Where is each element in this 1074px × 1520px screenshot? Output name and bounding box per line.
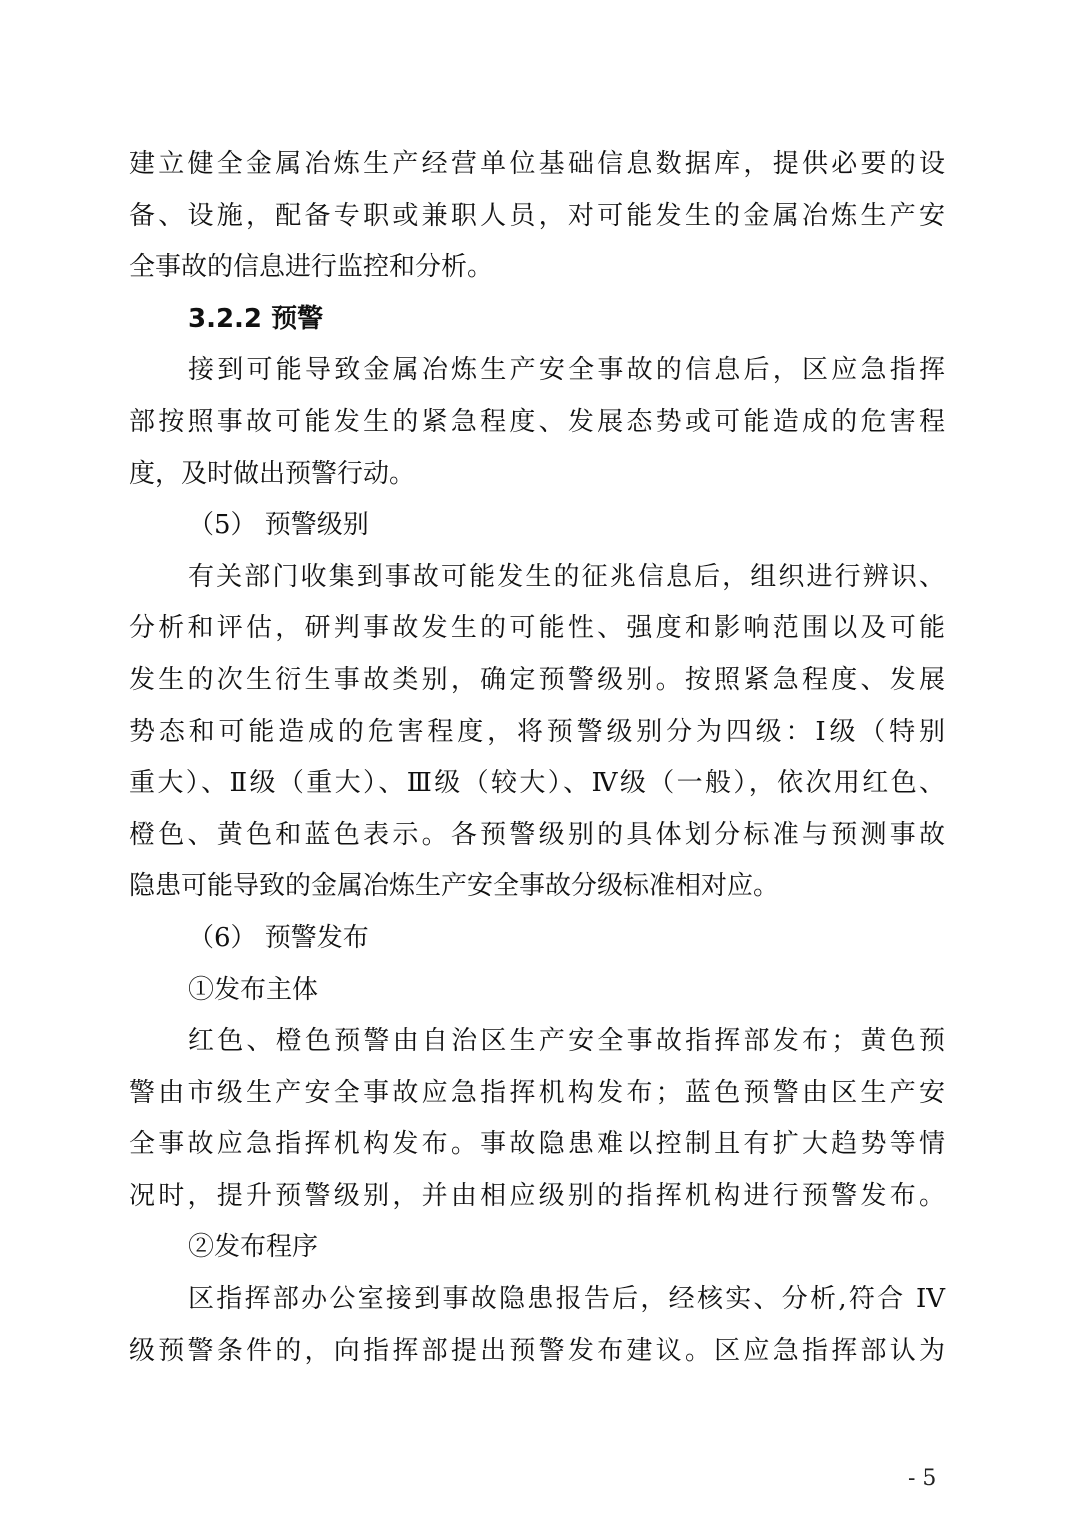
text-line: 级预警条件的，向指挥部提出预警发布建议。区应急指挥部认为 [129,1335,945,1366]
text-line: 备、设施，配备专职或兼职人员，对可能发生的金属冶炼生产安 [129,200,945,231]
text-line: 全事故应急指挥机构发布。事故隐患难以控制且有扩大趋势等情 [129,1129,945,1160]
text-line: 全事故的信息进行监控和分析。 [129,252,494,283]
text-line: 区指挥部办公室接到事故隐患报告后，经核实、分析,符合 IV [188,1284,945,1315]
text-line: 接到可能导致金属冶炼生产安全事故的信息后，区应急指挥 [188,355,945,386]
text-line: 隐患可能导致的金属冶炼生产安全事故分级标准相对应。 [129,871,780,902]
body-text [129,139,945,1377]
text-line: 发生的次生衍生事故类别，确定预警级别。按照紧急程度、发展 [129,664,945,695]
text-line: 分析和评估，研判事故发生的可能性、强度和影响范围以及可能 [129,613,945,644]
text-line: 红色、橙色预警由自治区生产安全事故指挥部发布；黄色预 [188,1026,945,1057]
text-line: （6） 预警发布 [188,922,369,953]
text-line: 橙色、黄色和蓝色表示。各预警级别的具体划分标准与预测事故 [129,819,945,850]
text-line: ②发布程序 [188,1232,319,1263]
text-line: 重大）、Ⅱ级（重大）、Ⅲ级（较大）、Ⅳ级（一般），依次用红色、 [129,768,945,799]
text-line: （5） 预警级别 [188,510,369,541]
page-number: - 5 [908,1466,937,1491]
text-line: 有关部门收集到事故可能发生的征兆信息后，组织进行辨识、 [188,561,945,592]
text-line: 部按照事故可能发生的紧急程度、发展态势或可能造成的危害程 [129,406,945,437]
section-heading: 3.2.2 预警 [188,303,324,334]
text-line: 势态和可能造成的危害程度，将预警级别分为四级：Ⅰ级（特别 [129,716,945,747]
text-line: 况时，提升预警级别，并由相应级别的指挥机构进行预警发布。 [129,1180,945,1211]
text-line: 度，及时做出预警行动。 [129,458,416,489]
text-line: 警由市级生产安全事故应急指挥机构发布；蓝色预警由区生产安 [129,1077,945,1108]
text-line: 建立健全金属冶炼生产经营单位基础信息数据库，提供必要的设 [129,149,945,179]
text-line: ①发布主体 [188,974,319,1005]
